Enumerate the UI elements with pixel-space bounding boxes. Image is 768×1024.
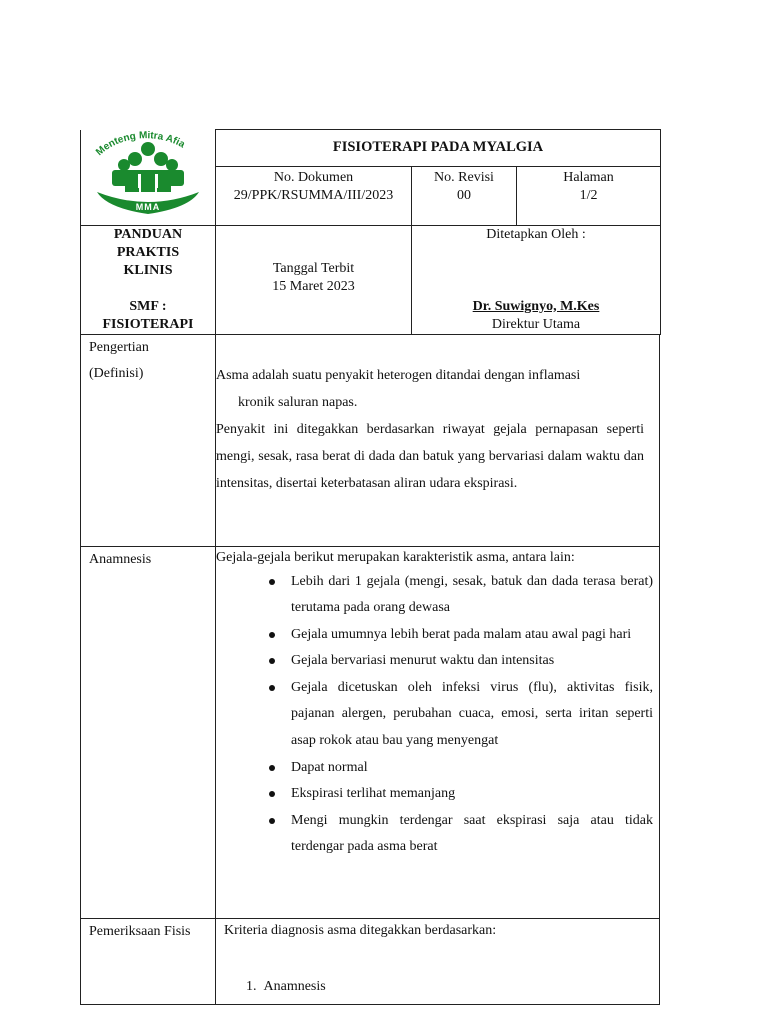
pengertian-paragraph-1a: Asma adalah suatu penyakit heterogen ditandai dengan inflamasi (216, 367, 581, 383)
no-dokumen-value: 29/PPK/RSUMMA/III/2023 (233, 187, 394, 203)
no-revisi-cell (412, 166, 517, 225)
tanggal-terbit-cell (216, 225, 412, 334)
tanggal-terbit-value: 15 Maret 2023 (272, 278, 355, 294)
list-item: Dapat normal (264, 755, 653, 782)
section-label (81, 335, 216, 546)
smf-line1: SMF : (129, 298, 167, 314)
section-anamnesis (80, 547, 660, 919)
hospital-logo (81, 130, 215, 220)
document (80, 129, 660, 1005)
anamnesis-list (216, 569, 659, 862)
halaman-label: Halaman (563, 169, 614, 185)
list-item: Ekspirasi terlihat memanjang (264, 781, 653, 808)
logo-arc-text: Menteng Mitra Afia (94, 129, 187, 158)
numbered-item (224, 976, 659, 998)
anamnesis-label: Anamnesis (81, 547, 216, 918)
no-dokumen-cell (216, 166, 412, 225)
item-number: 1. (246, 978, 257, 994)
halaman-value: 1/2 (579, 187, 598, 203)
section-pemeriksaan (80, 919, 660, 1005)
ditetapkan-label: Ditetapkan Oleh : (486, 226, 586, 242)
document-title: FISIOTERAPI PADA MYALGIA (216, 130, 661, 167)
list-item: Lebih dari 1 gejala (mengi, sesak, batuk dan dada terasa berat) terutama pada orang dewasa (264, 569, 653, 622)
no-revisi-label: No. Revisi (434, 169, 494, 185)
pengertian-paragraph-1b: kronik saluran napas. (238, 394, 358, 410)
list-item: Gejala bervariasi menurut waktu dan intensitas (264, 648, 653, 675)
list-item: Mengi mungkin terdengar saat ekspirasi saja atau tidak terdengar pada asma berat (264, 808, 653, 861)
definisi-label: (Definisi) (89, 365, 144, 381)
logo-cell (81, 130, 216, 226)
section-content (216, 547, 659, 918)
ppk-line2: PRAKTIS (116, 244, 180, 260)
tanggal-terbit-label: Tanggal Terbit (272, 260, 355, 276)
ditetapkan-cell (412, 225, 661, 334)
list-item: Gejala dicetuskan oleh infeksi virus (flu), aktivitas fisik, pajanan alergen, perubahan cuaca, emosi, serta iritan seperti asap rokok atau bau yang menyengat (264, 675, 653, 755)
header-table (80, 129, 661, 335)
pengertian-paragraph-2: Penyakit ini ditegakkan berdasarkan riwayat gejala pernapasan seperti mengi, sesak, rasa berat di dada dan batuk yang bervariasi dalam waktu dan intensitas, disertai keterbatasan aliran udara ekspirasi. (216, 421, 644, 491)
section-content (216, 919, 659, 1004)
halaman-cell (517, 166, 661, 225)
svg-text:Menteng Mitra Afia (94, 130, 187, 158)
director-title: Direktur Utama (491, 316, 581, 332)
director-name: Dr. Suwignyo, M.Kes (472, 298, 600, 314)
section-pengertian (80, 335, 660, 547)
logo-badge-text: MMA (135, 201, 161, 212)
item-text: Anamnesis (263, 978, 326, 994)
pemeriksaan-label: Pemeriksaan Fisis (81, 919, 216, 1004)
ppk-line1: PANDUAN (113, 226, 183, 242)
pengertian-label: Pengertian (89, 339, 149, 355)
ppk-cell (81, 225, 216, 334)
no-dokumen-label: No. Dokumen (273, 169, 354, 185)
list-item: Gejala umumnya lebih berat pada malam atau awal pagi hari (264, 622, 653, 649)
section-content (216, 335, 659, 546)
ppk-line3: KLINIS (123, 262, 173, 278)
no-revisi-value: 00 (457, 187, 471, 203)
pemeriksaan-intro: Kriteria diagnosis asma ditegakkan berdasarkan: (224, 922, 497, 938)
anamnesis-intro: Gejala-gejala berikut merupakan karakteristik asma, antara lain: (216, 549, 575, 565)
smf-line2: FISIOTERAPI (102, 316, 194, 332)
